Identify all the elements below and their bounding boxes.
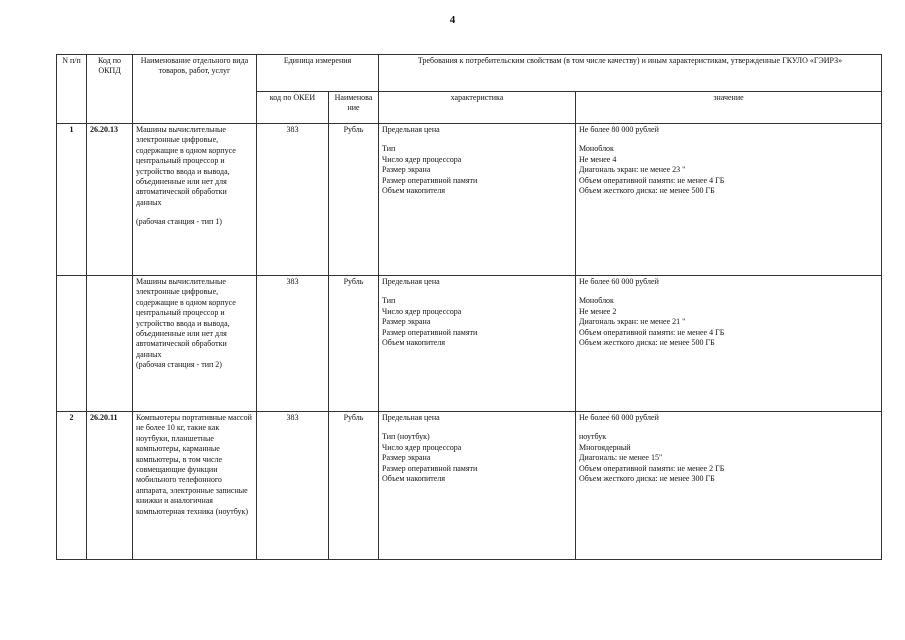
characteristic-item: Размер оперативной памяти bbox=[382, 463, 478, 473]
characteristic-item: Размер экрана bbox=[382, 453, 431, 463]
price-label: Предельная цена bbox=[382, 125, 440, 134]
value-item: Объем оперативной памяти: не менее 2 ГБ bbox=[579, 463, 725, 473]
row-values bbox=[576, 124, 882, 276]
row-characteristics bbox=[379, 412, 576, 560]
row-values bbox=[576, 276, 882, 412]
row-name-text: Машины вычислительные электронные цифровые, содержащие в одном корпусе центральный процессор и устройство ввода и вывода, объединенные или нет для автоматической обработки данных bbox=[136, 125, 236, 207]
header-row-1 bbox=[57, 55, 882, 92]
header-num: N п/п bbox=[57, 55, 87, 124]
row-num: 1 bbox=[57, 124, 87, 276]
value-item: ноутбук bbox=[579, 432, 607, 442]
row-unit: Рубль bbox=[329, 124, 379, 276]
row-name-note: (рабочая станция - тип 2) bbox=[136, 360, 222, 370]
row-name-note: (рабочая станция - тип 1) bbox=[136, 217, 222, 227]
requirements-table bbox=[56, 54, 882, 560]
value-item: Объем жесткого диска: не менее 300 ГБ bbox=[579, 473, 715, 483]
characteristic-item: Размер оперативной памяти bbox=[382, 327, 478, 337]
header-okpd: Код по ОКПД bbox=[87, 55, 133, 124]
row-name-text: Машины вычислительные электронные цифровые, содержащие в одном корпусе центральный процессор и устройство ввода и вывода, объединенные или нет для автоматической обработки данных bbox=[136, 277, 236, 359]
characteristic-item: Объем накопителя bbox=[382, 337, 445, 347]
value-item: Моноблок bbox=[579, 296, 614, 306]
row-num bbox=[57, 276, 87, 412]
table-row bbox=[57, 276, 882, 412]
characteristic-item: Размер экрана bbox=[382, 317, 431, 327]
value-item: Диагональ экран: не менее 21 " bbox=[579, 317, 686, 327]
value-item: Объем оперативной памяти: не менее 4 ГБ bbox=[579, 175, 725, 185]
header-value: значение bbox=[576, 92, 882, 124]
price-value: Не более 60 000 рублей bbox=[579, 413, 659, 422]
header-unit: Единица измерения bbox=[257, 55, 379, 92]
characteristic-item: Тип bbox=[382, 144, 396, 154]
page-number: 4 bbox=[449, 14, 456, 26]
row-name bbox=[133, 276, 257, 412]
row-okei: 383 bbox=[257, 412, 329, 560]
row-okpd: 26.20.13 bbox=[87, 124, 133, 276]
value-item: Не менее 2 bbox=[579, 306, 617, 316]
characteristic-item: Тип (ноутбук) bbox=[382, 432, 430, 442]
header-name: Наименование отдельного вида товаров, работ, услуг bbox=[133, 55, 257, 124]
row-okpd bbox=[87, 276, 133, 412]
table-row bbox=[57, 124, 882, 276]
characteristic-item: Размер оперативной памяти bbox=[382, 175, 478, 185]
price-label: Предельная цена bbox=[382, 277, 440, 286]
characteristic-item: Объем накопителя bbox=[382, 185, 445, 195]
row-okei: 383 bbox=[257, 124, 329, 276]
row-values bbox=[576, 412, 882, 560]
characteristic-item: Размер экрана bbox=[382, 165, 431, 175]
value-item: Моноблок bbox=[579, 144, 614, 154]
row-okei: 383 bbox=[257, 276, 329, 412]
row-name-text: Компьютеры портативные массой не более 10 кг, такие как ноутбуки, планшетные компьютеры, карманные компьютеры, в том числе совмещающие функции мобильного телефонного аппарата, электронные записные книжки и аналогичная компьютерная техника (ноутбук) bbox=[136, 413, 252, 516]
price-value: Не более 80 000 рублей bbox=[579, 125, 659, 134]
row-characteristics bbox=[379, 276, 576, 412]
header-requirements: Требования к потребительским свойствам (в том числе качеству) и иным характеристикам, утвержденные ГКУЛО «ГЭИРЗ» bbox=[379, 55, 882, 92]
header-unit-name: Наименова ние bbox=[329, 92, 379, 124]
characteristic-item: Объем накопителя bbox=[382, 473, 445, 483]
row-num: 2 bbox=[57, 412, 87, 560]
value-item: Диагональ экран: не менее 23 " bbox=[579, 165, 686, 175]
value-item: Объем жесткого диска: не менее 500 ГБ bbox=[579, 337, 715, 347]
row-okpd: 26.20.11 bbox=[87, 412, 133, 560]
table-row bbox=[57, 412, 882, 560]
row-name bbox=[133, 124, 257, 276]
value-item: Не менее 4 bbox=[579, 154, 617, 164]
value-item: Объем оперативной памяти: не менее 4 ГБ bbox=[579, 327, 725, 337]
value-item: Объем жесткого диска: не менее 500 ГБ bbox=[579, 185, 715, 195]
row-name bbox=[133, 412, 257, 560]
price-value: Не более 60 000 рублей bbox=[579, 277, 659, 286]
value-item: Диагональ: не менее 15" bbox=[579, 453, 663, 463]
price-label: Предельная цена bbox=[382, 413, 440, 422]
row-characteristics bbox=[379, 124, 576, 276]
header-okei: код по ОКЕИ bbox=[257, 92, 329, 124]
characteristic-item: Число ядер процессора bbox=[382, 154, 462, 164]
header-characteristic: характеристика bbox=[379, 92, 576, 124]
row-unit: Рубль bbox=[329, 276, 379, 412]
value-item: Многоядерный bbox=[579, 442, 631, 452]
characteristic-item: Число ядер процессора bbox=[382, 306, 462, 316]
row-unit: Рубль bbox=[329, 412, 379, 560]
characteristic-item: Число ядер процессора bbox=[382, 442, 462, 452]
characteristic-item: Тип bbox=[382, 296, 396, 306]
